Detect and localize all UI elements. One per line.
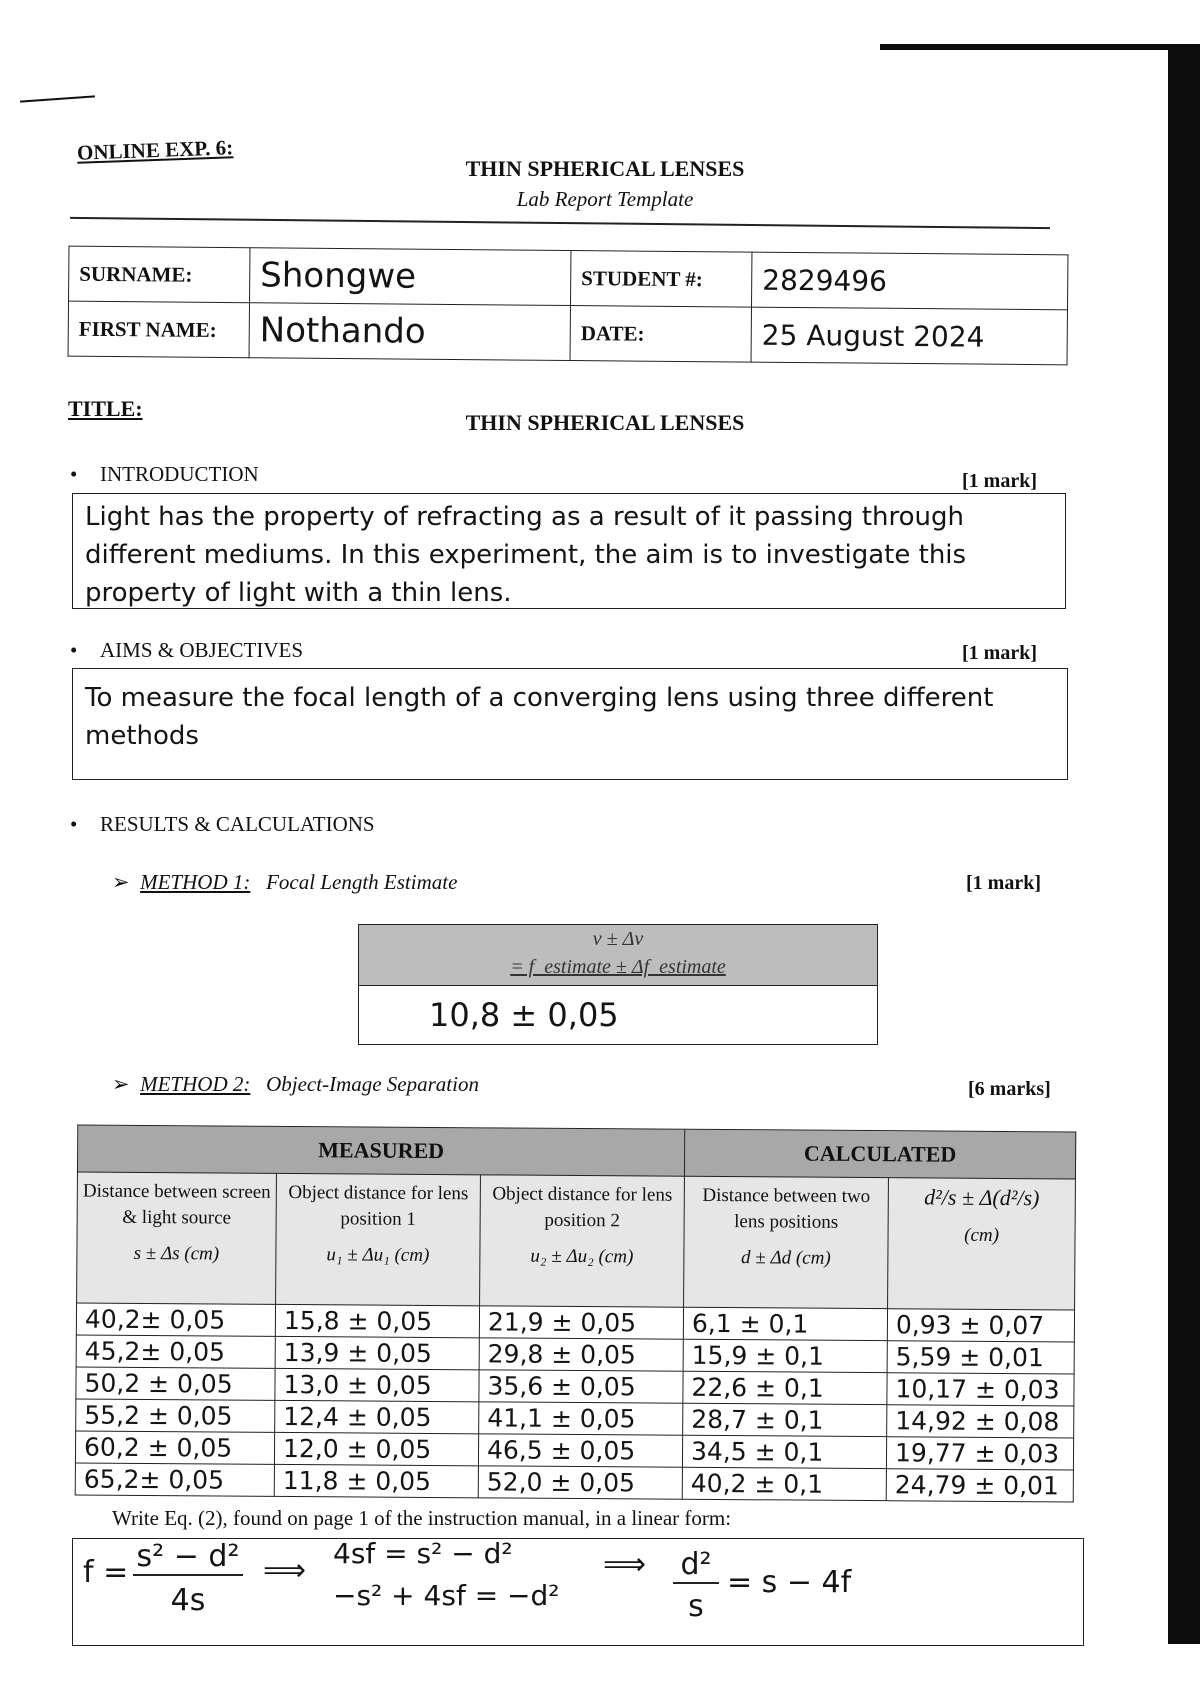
scan-edge-top bbox=[880, 44, 1180, 50]
table-row bbox=[75, 1463, 1073, 1502]
equation-box bbox=[72, 1538, 1084, 1646]
cell-s: 50,2 ± 0,05 bbox=[76, 1367, 275, 1400]
cell-d2-over-s: 0,93 ± 0,07 bbox=[887, 1309, 1074, 1342]
cell-d: 22,6 ± 0,1 bbox=[683, 1371, 887, 1404]
cell-u1: 13,0 ± 0,05 bbox=[275, 1368, 479, 1401]
equation-f-numerator: s² − d² bbox=[133, 1539, 243, 1576]
date-label: DATE: bbox=[570, 306, 751, 363]
cell-u2: 29,8 ± 0,05 bbox=[479, 1338, 683, 1371]
cell-d2-over-s: 24,79 ± 0,01 bbox=[886, 1469, 1073, 1502]
experiment-label: ONLINE EXP. 6: bbox=[76, 135, 234, 165]
equation-arrow-2: ⟹ bbox=[603, 1547, 647, 1582]
cell-d2-over-s: 10,17 ± 0,03 bbox=[887, 1373, 1074, 1406]
cell-s: 45,2± 0,05 bbox=[76, 1335, 275, 1368]
equation-step-2: −s² + 4sf = −d² bbox=[333, 1579, 560, 1612]
column-header-d2-over-s: d²/s ± Δ(d²/s) (cm) bbox=[888, 1178, 1076, 1310]
method2-table bbox=[75, 1125, 1077, 1503]
title-label: TITLE: bbox=[68, 396, 143, 421]
document-subtitle: Lab Report Template bbox=[516, 187, 694, 211]
date-value: 25 August 2024 bbox=[751, 307, 1067, 365]
document-title: THIN SPHERICAL LENSES bbox=[465, 156, 745, 181]
method2-table-body bbox=[75, 1303, 1074, 1502]
column-header-u2: Object distance for lens position 2 u₂ ± Δu₂ (cm) bbox=[480, 1175, 685, 1307]
results-heading: • RESULTS & CALCULATIONS bbox=[70, 812, 375, 836]
cell-s: 60,2 ± 0,05 bbox=[75, 1431, 274, 1464]
cell-d2-over-s: 5,59 ± 0,01 bbox=[887, 1341, 1074, 1374]
equation-linear-numerator: d² bbox=[673, 1547, 719, 1584]
method1-heading: ➢ METHOD 1: Focal Length Estimate bbox=[112, 870, 458, 894]
introduction-box bbox=[72, 493, 1066, 609]
cell-s: 65,2± 0,05 bbox=[75, 1463, 274, 1496]
cell-u2: 21,9 ± 0,05 bbox=[479, 1306, 683, 1339]
title-value: THIN SPHERICAL LENSES bbox=[465, 410, 745, 435]
aims-box bbox=[72, 668, 1068, 780]
cell-d: 6,1 ± 0,1 bbox=[683, 1307, 887, 1340]
method2-heading: ➢ METHOD 2: Object-Image Separation bbox=[112, 1072, 479, 1096]
student-info-table bbox=[68, 246, 1069, 366]
header-divider bbox=[70, 217, 1050, 229]
introduction-heading: • INTRODUCTION bbox=[70, 462, 259, 486]
column-header-s: Distance between screen & light source s ± Δs (cm) bbox=[77, 1172, 277, 1304]
equation-f-denominator: 4s bbox=[170, 1583, 206, 1618]
equation-prompt: Write Eq. (2), found on page 1 of the instruction manual, in a linear form: bbox=[112, 1506, 732, 1530]
equation-linear-denominator: s bbox=[688, 1589, 704, 1624]
cell-u1: 15,8 ± 0,05 bbox=[275, 1304, 479, 1337]
introduction-mark: [1 mark] bbox=[962, 470, 1037, 492]
scan-edge bbox=[1168, 44, 1200, 1644]
cell-u1: 12,0 ± 0,05 bbox=[274, 1432, 478, 1465]
cell-d2-over-s: 14,92 ± 0,08 bbox=[887, 1405, 1074, 1438]
introduction-text: Light has the property of refracting as a result of it passing through different mediums. In this experiment, the aim is to investigate this property of light with a thin lens. bbox=[85, 502, 967, 608]
surname-label: SURNAME: bbox=[69, 246, 250, 303]
measured-group-header: MEASURED bbox=[77, 1125, 684, 1176]
cell-d: 15,9 ± 0,1 bbox=[683, 1339, 887, 1372]
aims-mark: [1 mark] bbox=[962, 642, 1037, 664]
column-header-u1: Object distance for lens position 1 u₁ ± Δu₁ (cm) bbox=[276, 1173, 481, 1305]
method2-mark: [6 marks] bbox=[968, 1078, 1051, 1100]
aims-heading: • AIMS & OBJECTIVES bbox=[70, 638, 304, 662]
method1-mark: [1 mark] bbox=[966, 872, 1041, 894]
cell-d: 40,2 ± 0,1 bbox=[682, 1467, 886, 1500]
method1-head-line1: v ± Δv bbox=[592, 928, 644, 950]
student-number-value: 2829496 bbox=[751, 252, 1067, 310]
equation-linear-rhs: = s − 4f bbox=[727, 1565, 852, 1600]
cell-u2: 52,0 ± 0,05 bbox=[478, 1466, 682, 1499]
calculated-group-header: CALCULATED bbox=[684, 1129, 1075, 1179]
equation-step-1: 4sf = s² − d² bbox=[333, 1537, 513, 1570]
cell-s: 55,2 ± 0,05 bbox=[76, 1399, 275, 1432]
method1-table-header bbox=[359, 925, 877, 986]
equation-arrow-1: ⟹ bbox=[263, 1553, 307, 1588]
cell-u1: 13,9 ± 0,05 bbox=[275, 1336, 479, 1369]
cell-d: 28,7 ± 0,1 bbox=[683, 1403, 887, 1436]
cell-u1: 11,8 ± 0,05 bbox=[274, 1464, 478, 1497]
student-number-label: STUDENT #: bbox=[570, 251, 751, 308]
column-header-d: Distance between two lens positions d ± Δd (cm) bbox=[684, 1176, 889, 1308]
equation-f-lhs: f = bbox=[83, 1555, 129, 1590]
cell-u2: 41,1 ± 0,05 bbox=[479, 1402, 683, 1435]
scan-mark bbox=[20, 95, 95, 102]
cell-u2: 35,6 ± 0,05 bbox=[479, 1370, 683, 1403]
aims-text: To measure the focal length of a converging lens using three different methods bbox=[85, 683, 994, 751]
method1-value: 10,8 ± 0,05 bbox=[429, 996, 619, 1034]
first-name-label: FIRST NAME: bbox=[68, 301, 249, 358]
cell-d: 34,5 ± 0,1 bbox=[682, 1435, 886, 1468]
cell-d2-over-s: 19,77 ± 0,03 bbox=[886, 1437, 1073, 1470]
cell-s: 40,2± 0,05 bbox=[76, 1303, 275, 1336]
cell-u2: 46,5 ± 0,05 bbox=[478, 1434, 682, 1467]
first-name-value: Nothando bbox=[249, 303, 570, 361]
cell-u1: 12,4 ± 0,05 bbox=[275, 1400, 479, 1433]
surname-value: Shongwe bbox=[250, 248, 571, 306]
method1-table bbox=[358, 924, 878, 1045]
method1-head-line2: = f_estimate ± Δf_estimate bbox=[510, 956, 726, 978]
